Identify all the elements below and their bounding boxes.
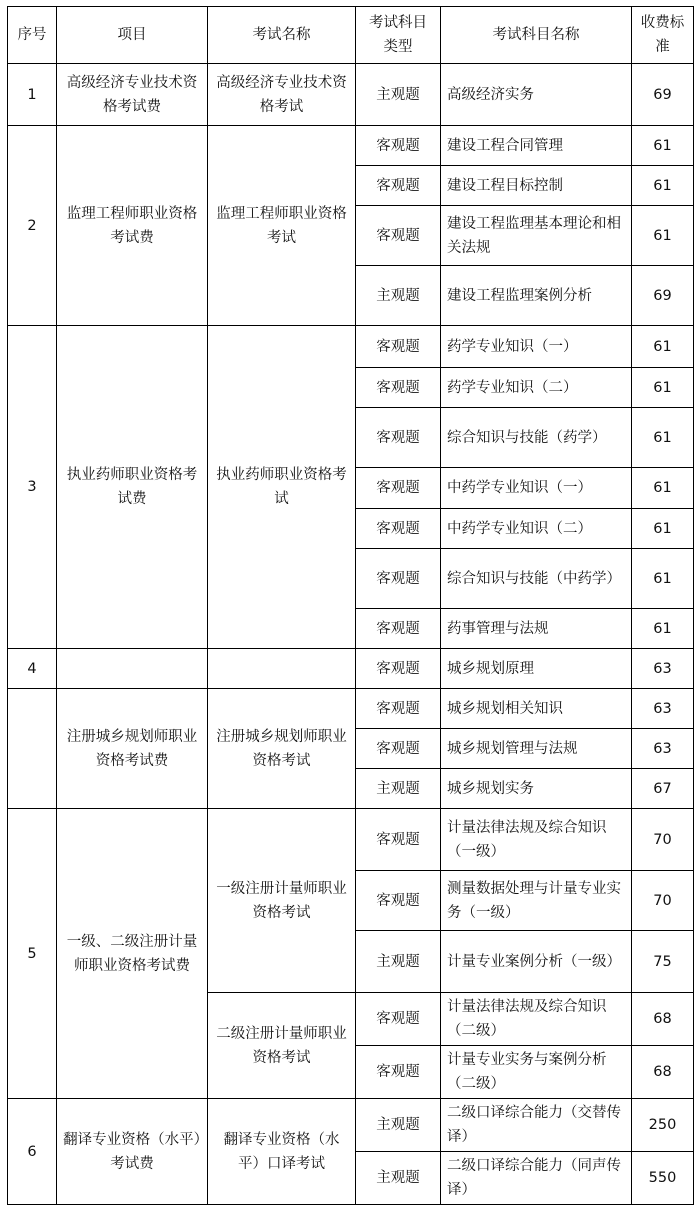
subject-type-cell: 客观题: [356, 649, 441, 689]
subject-name-cell: 中药学专业知识（二）: [441, 509, 632, 549]
subject-type-cell: 客观题: [356, 689, 441, 729]
subject-type-cell: 客观题: [356, 993, 441, 1046]
seq-cell: 1: [8, 64, 57, 126]
table-row: [8, 1099, 694, 1152]
subject-type-cell: 客观题: [356, 509, 441, 549]
table-row: [8, 689, 694, 729]
subject-name-cell: 二级口译综合能力（交替传译）: [441, 1099, 632, 1152]
exam-name-cell: 翻译专业资格（水平）口译考试: [208, 1099, 356, 1205]
subject-type-cell: 主观题: [356, 931, 441, 993]
item-cell-empty: [57, 649, 208, 689]
fee-cell: 61: [632, 326, 694, 368]
exam-fee-table: [7, 6, 694, 1205]
fee-cell: 70: [632, 809, 694, 871]
fee-cell: 61: [632, 468, 694, 509]
fee-cell: 69: [632, 266, 694, 326]
seq-cell: 6: [8, 1099, 57, 1205]
subject-type-cell: 客观题: [356, 408, 441, 468]
subject-name-cell: 药学专业知识（一）: [441, 326, 632, 368]
subject-type-cell: 主观题: [356, 266, 441, 326]
subject-name-cell: 城乡规划实务: [441, 769, 632, 809]
subject-type-cell: 客观题: [356, 609, 441, 649]
subject-type-cell: 客观题: [356, 729, 441, 769]
subject-name-cell: 药事管理与法规: [441, 609, 632, 649]
header-row: [8, 7, 694, 64]
subject-name-cell: 测量数据处理与计量专业实务（一级）: [441, 871, 632, 931]
subject-name-cell: 城乡规划原理: [441, 649, 632, 689]
subject-name-cell: 高级经济实务: [441, 64, 632, 126]
fee-cell: 67: [632, 769, 694, 809]
subject-type-cell: 客观题: [356, 468, 441, 509]
exam-name-cell: 监理工程师职业资格考试: [208, 126, 356, 326]
header-fee: 收费标准: [632, 7, 694, 64]
header-exam-name: 考试名称: [208, 7, 356, 64]
item-cell: 翻译专业资格（水平）考试费: [57, 1099, 208, 1205]
fee-cell: 61: [632, 549, 694, 609]
subject-name-cell: 药学专业知识（二）: [441, 368, 632, 408]
fee-cell: 63: [632, 689, 694, 729]
fee-cell: 550: [632, 1152, 694, 1205]
item-cell: 高级经济专业技术资格考试费: [57, 64, 208, 126]
subject-type-cell: 主观题: [356, 769, 441, 809]
fee-cell: 70: [632, 871, 694, 931]
fee-cell: 250: [632, 1099, 694, 1152]
subject-type-cell: 客观题: [356, 1046, 441, 1099]
table-row: [8, 326, 694, 368]
table-row: [8, 64, 694, 126]
subject-type-cell: 主观题: [356, 1152, 441, 1205]
seq-cell: 3: [8, 326, 57, 649]
subject-name-cell: 二级口译综合能力（同声传译）: [441, 1152, 632, 1205]
fee-cell: 61: [632, 368, 694, 408]
fee-cell: 61: [632, 509, 694, 549]
subject-name-cell: 中药学专业知识（一）: [441, 468, 632, 509]
header-subject-name: 考试科目名称: [441, 7, 632, 64]
fee-cell: 61: [632, 408, 694, 468]
seq-cell: 4: [8, 649, 57, 689]
exam-name-cell: 高级经济专业技术资格考试: [208, 64, 356, 126]
exam-name-cell: 一级注册计量师职业资格考试: [208, 809, 356, 993]
seq-cell: 5: [8, 809, 57, 1099]
subject-name-cell: 综合知识与技能（中药学）: [441, 549, 632, 609]
subject-type-cell: 主观题: [356, 64, 441, 126]
table-row: [8, 126, 694, 166]
subject-type-cell: 客观题: [356, 368, 441, 408]
exam-name-cell: 二级注册计量师职业资格考试: [208, 993, 356, 1099]
seq-cell: 2: [8, 126, 57, 326]
fee-cell: 63: [632, 729, 694, 769]
fee-cell: 69: [632, 64, 694, 126]
subject-type-cell: 客观题: [356, 549, 441, 609]
subject-name-cell: 城乡规划管理与法规: [441, 729, 632, 769]
header-subject-type: 考试科目类型: [356, 7, 441, 64]
fee-cell: 61: [632, 166, 694, 206]
fee-cell: 75: [632, 931, 694, 993]
subject-type-cell: 主观题: [356, 1099, 441, 1152]
item-cell: 执业药师职业资格考试费: [57, 326, 208, 649]
fee-cell: 61: [632, 126, 694, 166]
fee-cell: 68: [632, 1046, 694, 1099]
subject-name-cell: 建设工程监理案例分析: [441, 266, 632, 326]
exam-name-cell-empty: [208, 649, 356, 689]
fee-cell: 68: [632, 993, 694, 1046]
item-cell: 一级、二级注册计量师职业资格考试费: [57, 809, 208, 1099]
seq-cell-empty: [8, 689, 57, 809]
fee-cell: 61: [632, 206, 694, 266]
fee-cell: 61: [632, 609, 694, 649]
subject-type-cell: 客观题: [356, 126, 441, 166]
item-cell: 注册城乡规划师职业资格考试费: [57, 689, 208, 809]
subject-name-cell: 计量专业实务与案例分析（二级）: [441, 1046, 632, 1099]
exam-name-cell: 执业药师职业资格考试: [208, 326, 356, 649]
exam-name-cell: 注册城乡规划师职业资格考试: [208, 689, 356, 809]
item-cell: 监理工程师职业资格考试费: [57, 126, 208, 326]
table-row: [8, 649, 694, 689]
header-seq: 序号: [8, 7, 57, 64]
header-item: 项目: [57, 7, 208, 64]
subject-name-cell: 计量法律法规及综合知识（二级）: [441, 993, 632, 1046]
subject-name-cell: 计量法律法规及综合知识（一级）: [441, 809, 632, 871]
fee-cell: 63: [632, 649, 694, 689]
subject-type-cell: 客观题: [356, 871, 441, 931]
subject-type-cell: 客观题: [356, 326, 441, 368]
subject-type-cell: 客观题: [356, 206, 441, 266]
table-row: [8, 809, 694, 871]
subject-name-cell: 建设工程合同管理: [441, 126, 632, 166]
subject-name-cell: 计量专业案例分析（一级）: [441, 931, 632, 993]
subject-name-cell: 综合知识与技能（药学）: [441, 408, 632, 468]
subject-type-cell: 客观题: [356, 809, 441, 871]
subject-type-cell: 客观题: [356, 166, 441, 206]
subject-name-cell: 城乡规划相关知识: [441, 689, 632, 729]
subject-name-cell: 建设工程目标控制: [441, 166, 632, 206]
subject-name-cell: 建设工程监理基本理论和相关法规: [441, 206, 632, 266]
